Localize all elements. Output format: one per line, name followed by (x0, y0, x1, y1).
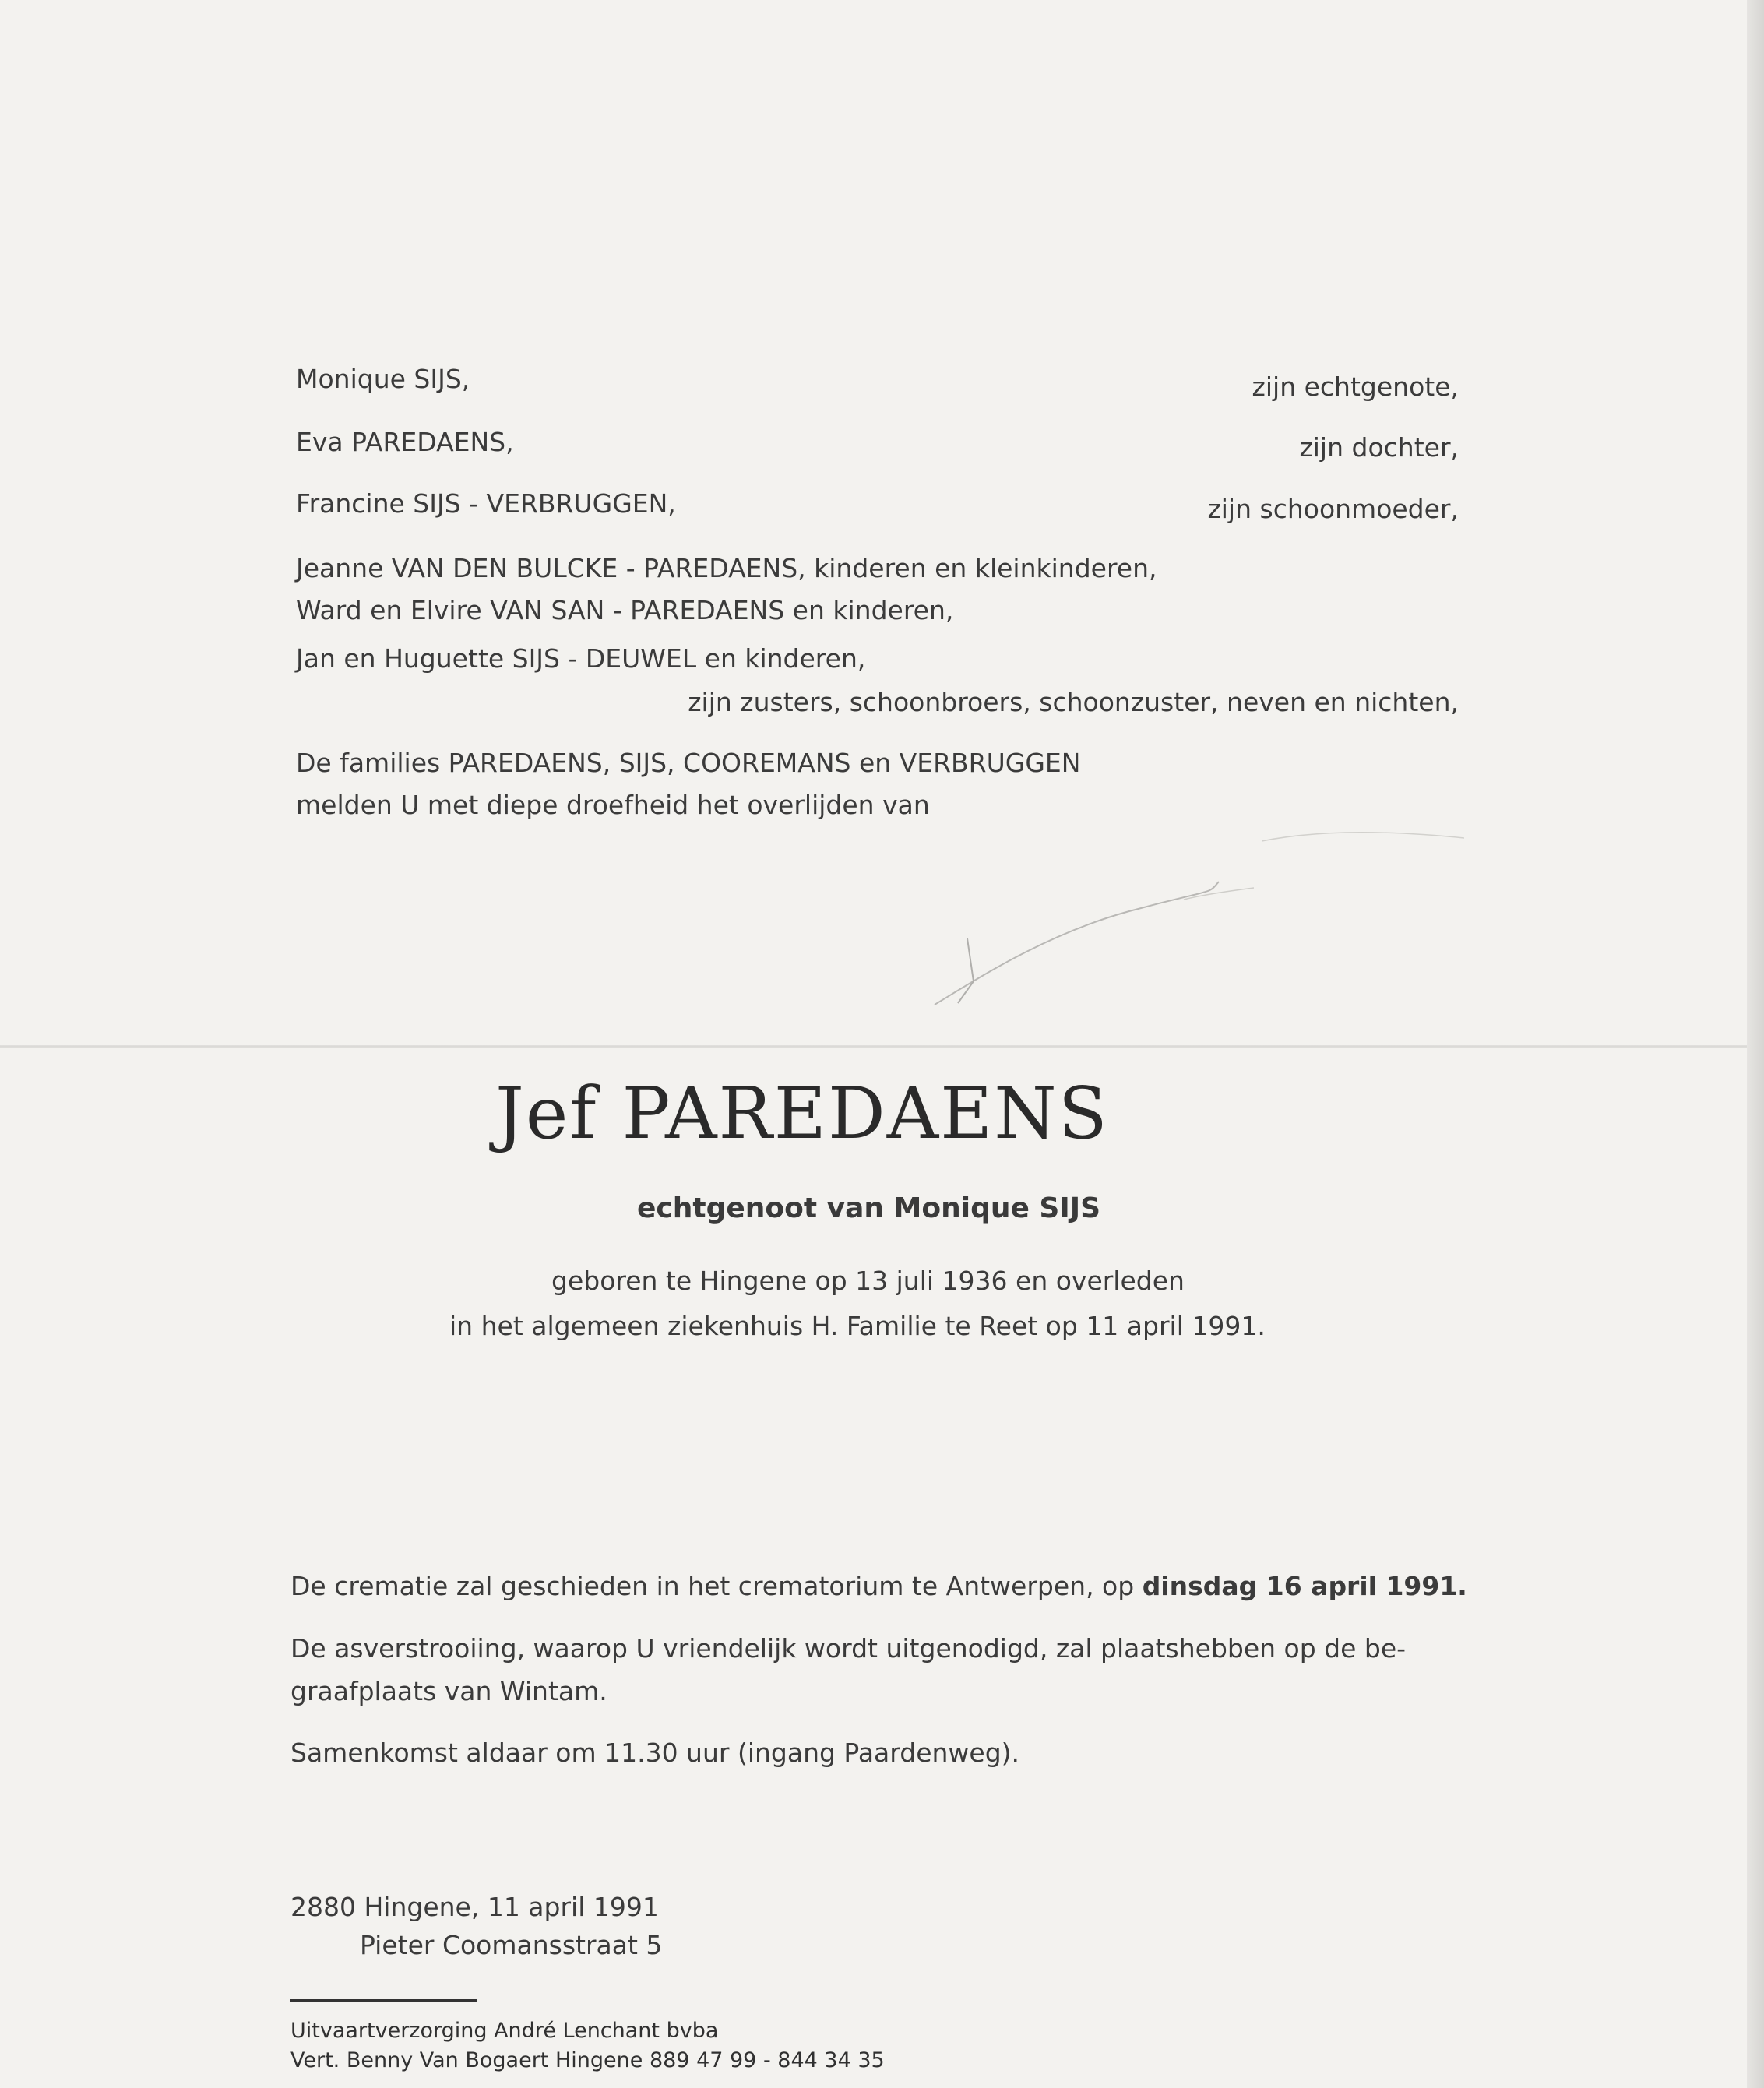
footer-divider (290, 1999, 477, 2002)
fold-line (0, 1045, 1747, 1048)
announcement-line: melden U met diepe droefheid het overlijden van (296, 790, 930, 820)
family-francine-relation: zijn schoonmoeder, (1207, 494, 1459, 524)
scattering-line-1: De asverstrooiing, waarop U vriendelijk wordt uitgenodigd, zal plaatshebben op de be- (290, 1633, 1407, 1664)
street-address: Pieter Coomansstraat 5 (360, 1930, 663, 1960)
pencil-mark-icon (927, 864, 1254, 1012)
family-eva: Eva PAREDAENS, (296, 427, 514, 457)
family-eva-relation: zijn dochter, (1299, 432, 1459, 463)
family-monique-relation: zijn echtgenote, (1252, 371, 1459, 402)
families-line: De families PAREDAENS, SIJS, COOREMANS en VERBRUGGEN (296, 748, 1081, 778)
cremation-line (290, 1573, 1467, 1599)
family-jeanne: Jeanne VAN DEN BULCKE - PAREDAENS, kinderen en kleinkinderen, (296, 553, 1157, 583)
family-monique: Monique SIJS, (296, 364, 470, 394)
family-ward: Ward en Elvire VAN SAN - PAREDAENS en kinderen, (296, 595, 954, 625)
meeting-line: Samenkomst aldaar om 11.30 uur (ingang Paardenweg). (290, 1738, 1020, 1768)
cremation-date: dinsdag 16 april 1991. (1142, 1571, 1467, 1601)
place-date: 2880 Hingene, 11 april 1991 (290, 1892, 659, 1922)
family-francine: Francine SIJS - VERBRUGGEN, (296, 488, 676, 519)
spouse-line: echtgenoot van Monique SIJS (637, 1192, 1101, 1224)
cremation-text: De crematie zal geschieden in het crematorium te Antwerpen, op (290, 1571, 1143, 1601)
deceased-name: Jef PAREDAENS (495, 1072, 1109, 1155)
born-line: geboren te Hingene op 13 juli 1936 en overleden (551, 1266, 1185, 1296)
family-siblings-relation: zijn zusters, schoonbroers, schoonzuster, neven en nichten, (688, 687, 1459, 717)
representative-line: Vert. Benny Van Bogaert Hingene 889 47 99 - 844 34 35 (290, 2048, 885, 2072)
died-line: in het algemeen ziekenhuis H. Familie te Reet op 11 april 1991. (449, 1311, 1266, 1341)
paper-edge (1747, 0, 1764, 2088)
family-jan: Jan en Huguette SIJS - DEUWEL en kinderen, (296, 643, 866, 674)
scattering-line-2: graafplaats van Wintam. (290, 1676, 607, 1706)
pencil-mark-icon (1262, 826, 1464, 849)
undertaker-line: Uitvaartverzorging André Lenchant bvba (290, 2019, 719, 2043)
